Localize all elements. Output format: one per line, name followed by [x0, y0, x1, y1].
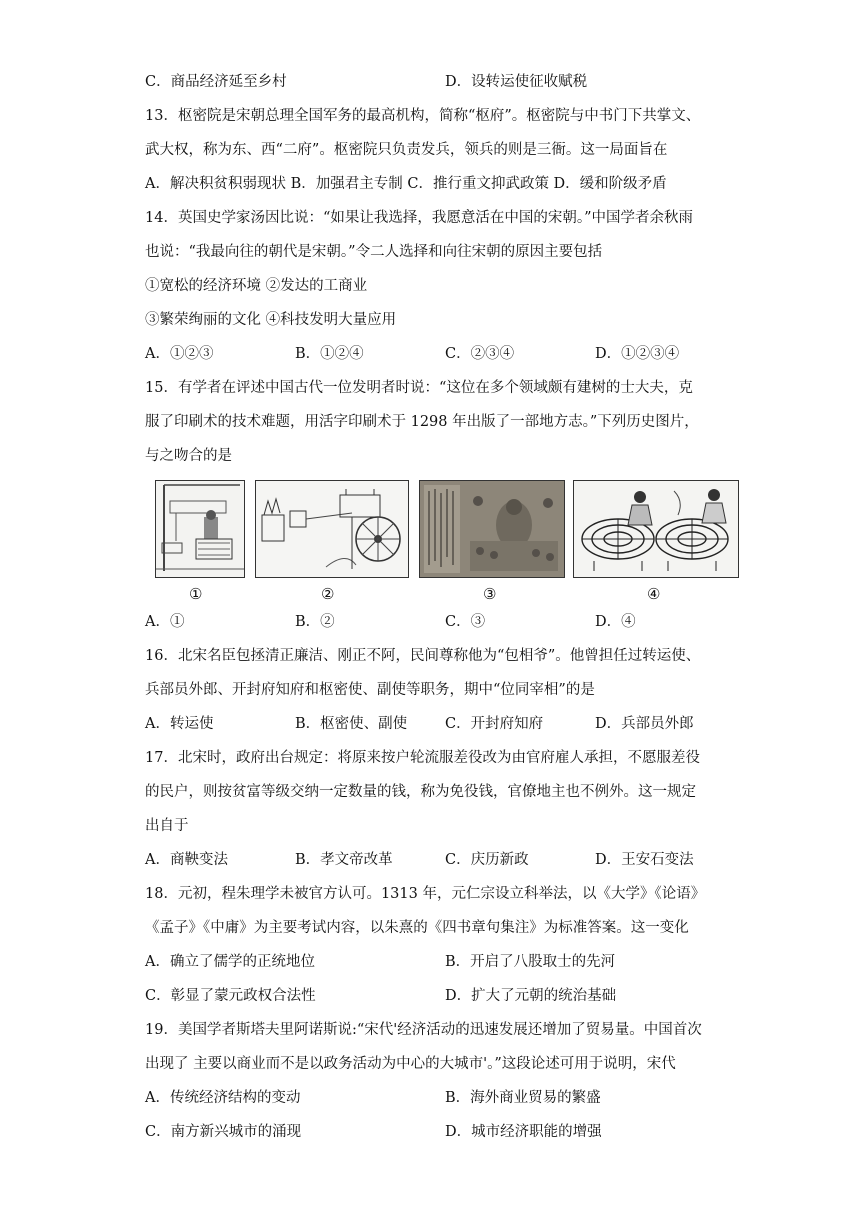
q19-option-a: A．传统经济结构的变动	[145, 1090, 301, 1106]
q19-option-b: B．海外商业贸易的繁盛	[445, 1090, 601, 1106]
q15-image-label-3: ③	[483, 585, 497, 603]
q18-stem-line1: 18．元初，程朱理学未被官方认可。1313 年，元仁宗设立科举法，以《大学》《论语》	[145, 886, 706, 902]
q15-image-2-spinning-machine	[255, 480, 409, 578]
q15-stem-line1: 15．有学者在评述中国古代一位发明者时说：“这位在多个领域颇有建树的士大夫，克	[145, 380, 693, 396]
q15-image-4-rotating-type-wheels	[573, 480, 739, 578]
q17-stem-line3: 出自于	[145, 818, 189, 834]
q18-option-d: D．扩大了元朝的统治基础	[445, 988, 617, 1004]
q16-stem-line2: 兵部员外郎、开封府知府和枢密使、副使等职务，期中“位同宰相”的是	[145, 682, 595, 698]
q17-option-d: D．王安石变法	[595, 852, 694, 868]
q16-option-b: B．枢密使、副使	[295, 716, 408, 732]
q13-options: A．解决积贫积弱现状 B．加强君主专制 C．推行重文抑武政策 D．缓和阶级矛盾	[145, 176, 667, 192]
q14-items-line1: ①宽松的经济环境 ②发达的工商业	[145, 278, 368, 294]
q17-stem-line1: 17．北宋时，政府出台规定：将原来按户轮流服差役改为由官府雇人承担，不愿服差役	[145, 750, 700, 766]
q19-option-d: D．城市经济职能的增强	[445, 1124, 602, 1140]
q14-option-a: A．①②③	[145, 346, 214, 362]
q15-image-3-printed-scroll	[419, 480, 565, 578]
q15-stem-line3: 与之吻合的是	[145, 448, 232, 464]
q15-option-b: B．②	[295, 614, 335, 630]
q16-stem-line1: 16．北宋名臣包拯清正廉洁、刚正不阿，民间尊称他为“包相爷”。他曾担任过转运使、	[145, 648, 701, 664]
q15-image-label-1: ①	[189, 585, 203, 603]
q18-option-b: B．开启了八股取士的先河	[445, 954, 616, 970]
q17-option-b: B．孝文帝改革	[295, 852, 393, 868]
q14-option-b: B．①②④	[295, 346, 364, 362]
q15-image-label-2: ②	[321, 585, 335, 603]
q18-option-a: A．确立了儒学的正统地位	[145, 954, 315, 970]
q14-option-c: C．②③④	[445, 346, 515, 362]
q13-stem-line1: 13．枢密院是宋朝总理全国军务的最高机构，简称“枢府”。枢密院与中书门下共掌文、	[145, 108, 701, 124]
q16-option-c: C．开封府知府	[445, 716, 544, 732]
q17-option-a: A．商鞅变法	[145, 852, 228, 868]
q13-stem-line2: 武大权，称为东、西“二府”。枢密院只负责发兵，领兵的则是三衙。这一局面旨在	[145, 142, 668, 158]
q12-option-d: D．设转运使征收赋税	[445, 74, 588, 90]
q15-stem-line2: 服了印刷术的技术难题，用活字印刷术于 1298 年出版了一部地方志。”下列历史图片，	[145, 414, 699, 430]
q15-option-d: D．④	[595, 614, 636, 630]
q19-stem-line1: 19．美国学者斯塔夫里阿诺斯说:“宋代'经济活动的迅速发展还增加了贸易量。中国首次	[145, 1022, 702, 1038]
q18-stem-line2: 《孟子》《中庸》为主要考试内容，以朱熹的《四书章句集注》为标准答案。这一变化	[145, 920, 689, 936]
q14-stem-line2: 也说：“我最向往的朝代是宋朝。”令二人选择和向往宋朝的原因主要包括	[145, 244, 603, 260]
q15-option-c: C．③	[445, 614, 486, 630]
q19-stem-line2: 出现了 主要以商业而不是以政务活动为中心的大城市'。”这段论述可用于说明，宋代	[145, 1056, 676, 1072]
q16-option-a: A．转运使	[145, 716, 214, 732]
q16-option-d: D．兵部员外郎	[595, 716, 694, 732]
q17-option-c: C．庆历新政	[445, 852, 529, 868]
q14-stem-line1: 14．英国史学家汤因比说：“如果让我选择，我愿意活在中国的宋朝。”中国学者余秋雨	[145, 210, 694, 226]
q19-option-c: C．南方新兴城市的涌现	[145, 1124, 302, 1140]
q18-option-c: C．彰显了蒙元政权合法性	[145, 988, 316, 1004]
q12-option-c: C．商品经济延至乡村	[145, 74, 287, 90]
q15-option-a: A．①	[145, 614, 185, 630]
q14-items-line2: ③繁荣绚丽的文化 ④科技发明大量应用	[145, 312, 397, 328]
q17-stem-line2: 的民户，则按贫富等级交纳一定数量的钱，称为免役钱，官僚地主也不例外。这一规定	[145, 784, 696, 800]
q15-image-label-4: ④	[647, 585, 661, 603]
q15-image-1-workshop-illustration	[155, 480, 245, 578]
q14-option-d: D．①②③④	[595, 346, 680, 362]
